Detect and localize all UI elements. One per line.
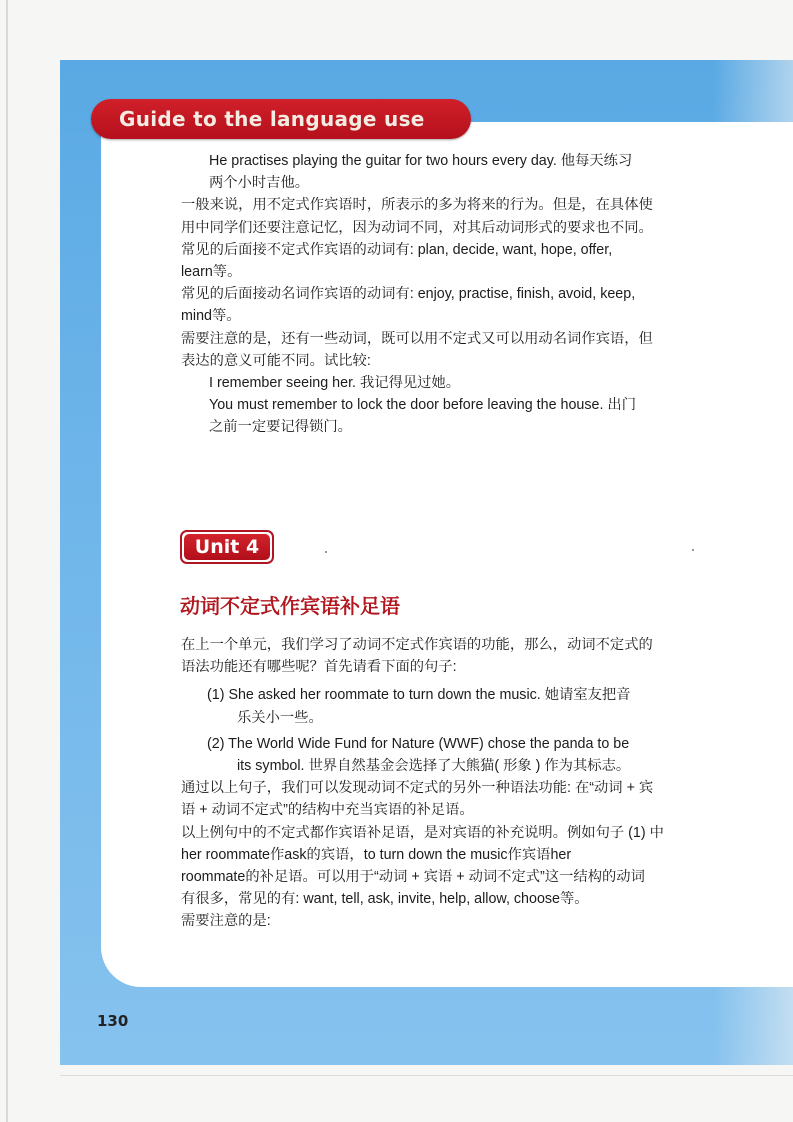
text-line: roommate的补足语。可以用于“动词 + 宾语 + 动词不定式”这一结构的动词 — [181, 869, 645, 886]
text-line: learn等。 — [181, 264, 242, 281]
section2-text — [181, 634, 691, 933]
text-line: 表达的意义可能不同。试比较: — [181, 352, 371, 369]
text-line: I remember seeing her. 我记得见过她。 — [209, 375, 461, 392]
example-sentence: (1) She asked her roommate to turn down the music. 她请室友把音 — [207, 687, 631, 704]
text-line: 两个小时吉他。 — [209, 175, 310, 192]
text-line: You must remember to lock the door before leaving the house. 出门 — [209, 397, 637, 414]
text-line: 需要注意的是，还有一些动词，既可以用不定式又可以用动名词作宾语，但 — [181, 330, 653, 347]
speck — [325, 551, 327, 553]
example-sentence-cont: its symbol. 世界自然基金会选择了大熊猫( 形象 ) 作为其标志。 — [237, 758, 631, 775]
text-line: 通过以上句子，我们可以发现动词不定式的另外一种语法功能: 在“动词 + 宾 — [181, 780, 654, 797]
text-line: 需要注意的是: — [181, 913, 271, 930]
text-line: her roommate作ask的宾语，to turn down the music作宾语her — [181, 846, 572, 863]
text-line: 常见的后面接动名词作宾语的动词有: enjoy, practise, finish, avoid, keep, — [181, 286, 636, 303]
example-sentence: (2) The World Wide Fund for Nature (WWF) chose the panda to be — [207, 735, 630, 752]
bottom-rule — [60, 1075, 793, 1076]
section1-text — [181, 150, 681, 439]
text-line: 一般来说，用不定式作宾语时，所表示的多为将来的行为。但是，在具体使 — [181, 197, 653, 214]
section-heading: 动词不定式作宾语补足语 — [180, 594, 400, 618]
text-line: 用中同学们还要注意记忆，因为动词不同，对其后动词形式的要求也不同。 — [181, 219, 653, 236]
text-line: mind等。 — [181, 308, 241, 325]
text-line: 语法功能还有哪些呢？首先请看下面的句子: — [181, 659, 457, 676]
unit-badge — [180, 530, 274, 564]
section-header-banner — [91, 99, 471, 139]
header-title: Guide to the language use — [119, 107, 425, 131]
text-line: 有很多，常见的有: want, tell, ask, invite, help, allow, choose等。 — [181, 891, 589, 908]
text-line: He practises playing the guitar for two hours every day. 他每天练习 — [209, 153, 633, 169]
example-sentence-cont: 乐关小一些。 — [237, 709, 323, 726]
text-line: 在上一个单元，我们学习了动词不定式作宾语的功能，那么，动词不定式的 — [181, 637, 653, 653]
scan-edge — [6, 0, 8, 1122]
unit-label: Unit 4 — [184, 534, 270, 560]
text-line: 常见的后面接不定式作宾语的动词有: plan, decide, want, hope, offer, — [181, 241, 613, 258]
text-line: 之前一定要记得锁门。 — [209, 419, 352, 436]
speck — [692, 549, 694, 551]
page-number: 130 — [97, 1012, 129, 1030]
text-line: 语 + 动词不定式”的结构中充当宾语的补足语。 — [181, 802, 474, 819]
text-line: 以上例句中的不定式都作宾语补足语，是对宾语的补充说明。例如句子 (1) 中 — [181, 824, 664, 841]
